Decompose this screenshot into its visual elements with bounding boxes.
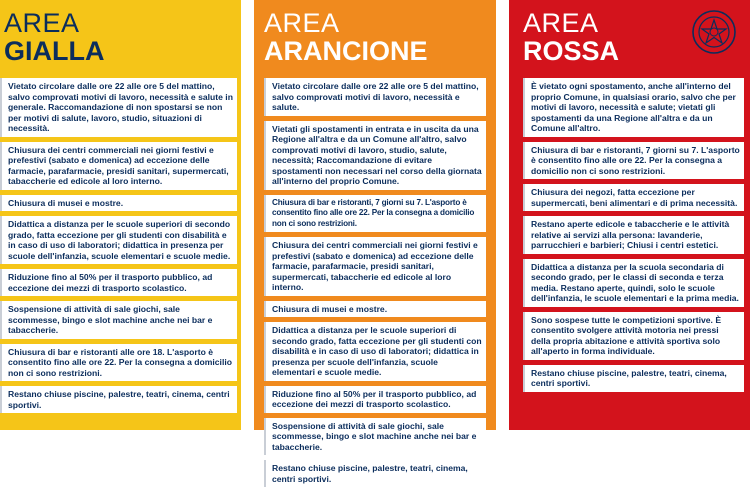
yellow-rule-sports: Restano chiuse piscine, palestre, teatri, cinema, centri sportivi. [0,386,237,413]
red-zone-title: ROSSA [523,36,620,66]
orange-rule-museums: Chiusura di musei e mostre. [264,301,486,318]
red-rule-sports: Restano chiuse piscine, palestre, teatri, cinema, centri sportivi. [523,365,744,392]
orange-rule-gaming: Sospensione di attività di sale giochi, sale scommesse, bingo e slot machine anche nei bar e tabaccherie. [264,418,486,456]
yellow-rule-schools: Didattica a distanza per le scuole superiori di secondo grado, fatta eccezione per gli studenti con disabilità e in caso di uso di laboratori; didattica in presenza per scuole dell'infanzia, scuole elementari e scuole medie. [0,216,237,264]
yellow-zone-panel [0,0,241,430]
yellow-area-label: AREA [4,8,80,38]
orange-rule-travel: Vietati gli spostamenti in entrata e in uscita da una Regione all'altra e da un Comune all'altro, salvo comprovati motivi di lavoro, studio, salute, necessità; Raccomandazione di evitare spostamenti non necessari nel corso della giornata all'interno del proprio Comune. [264,121,486,190]
yellow-zone-title: GIALLA [4,36,105,66]
red-area-label: AREA [523,8,599,38]
orange-rule-curfew: Vietato circolare dalle ore 22 alle ore 5 del mattino, salvo comprovati motivi di lavoro, necessità e salute. [264,78,486,116]
yellow-rule-curfew: Vietato circolare dalle ore 22 alle ore 5 del mattino, salvo comprovati motivi di lavoro, necessità e salute in generale. Raccomandazione di non spostarsi se non per motivi di salute, lavoro, studio, situazioni di necessità. [0,78,237,137]
red-rule-movement: È vietato ogni spostamento, anche all'interno del proprio Comune, in qualsiasi orario, salvo che per motivi di lavoro, necessità e salute; vietati gli spostamenti da una Regione all'altra e da un Comune all'altro. [523,78,744,137]
yellow-rule-transport: Riduzione fino al 50% per il trasporto pubblico, ad eccezione dei mezzi di trasporto scolastico. [0,269,237,296]
orange-rule-sports: Restano chiuse piscine, palestre, teatri, cinema, centri sportivi. [264,460,486,487]
orange-rule-schools: Didattica a distanza per le scuole superiori di secondo grado, fatta eccezione per gli studenti con disabilità e in caso di uso di laboratori; didattica in presenza per scuole dell'infanzia, scuole elementari e scuole medie. [264,322,486,381]
yellow-rule-bars: Chiusura di bar e ristoranti alle ore 18. L'asporto è consentito fino alle ore 22. Per la consegna a domicilio non ci sono restrizioni. [0,344,237,382]
red-rules-list [523,78,744,430]
orange-zone-panel [254,0,496,484]
red-rule-shops: Chiusura dei negozi, fatta eccezione per supermercati, beni alimentari e di prima necessità. [523,184,744,211]
orange-rules-list [264,78,486,484]
orange-rule-transport: Riduzione fino al 50% per il trasporto pubblico, ad eccezione dei mezzi di trasporto scolastico. [264,386,486,413]
yellow-rule-gaming: Sospensione di attività di sale giochi, sale scommesse, bingo e slot machine anche nei bar e tabaccherie. [0,301,237,339]
orange-rule-malls: Chiusura dei centri commerciali nei giorni festivi e prefestivi (sabato e domenica) ad eccezione delle farmacie, parafarmacie, presidi sanitari, supermercati, tabaccherie ed edicole al loro interno. [264,237,486,296]
red-zone-panel [509,0,750,430]
red-rule-services: Restano aperte edicole e tabaccherie e le attività relative ai servizi alla persona: lavanderie, parrucchieri e barbieri; Chiusi i centri estetici. [523,216,744,254]
red-rule-sport-competitions: Sono sospese tutte le competizioni sportive. È consentito svolgere attività motoria nei pressi della propria abitazione e attività sportiva solo all'aperto in forma individuale. [523,312,744,360]
yellow-rule-malls: Chiusura dei centri commerciali nei giorni festivi e prefestivi (sabato e domenica) ad eccezione delle farmacie, parafarmacie, presidi sanitari, supermercati, tabaccherie ed edicole al loro interno. [0,142,237,190]
italian-republic-emblem-icon [690,8,738,56]
orange-zone-title: ARANCIONE [264,36,428,66]
yellow-rule-museums: Chiusura di musei e mostre. [0,195,237,212]
orange-area-label: AREA [264,8,340,38]
red-rule-bars: Chiusura di bar e ristoranti, 7 giorni su 7. L'asporto è consentito fino alle ore 22. Per la consegna a domicilio non ci sono restrizioni. [523,142,744,180]
yellow-rules-list [0,78,237,430]
orange-rule-bars: Chiusura di bar e ristoranti, 7 giorni su 7. L'asporto è consentito fino alle ore 22. Per la consegna a domicilio non ci sono restrizioni. [264,195,486,233]
red-rule-schools: Didattica a distanza per la scuola secondaria di secondo grado, per le classi di seconda e terza media. Restano aperte, quindi, solo le scuole dell'infanzia, le scuole elementari e la prima media. [523,259,744,307]
